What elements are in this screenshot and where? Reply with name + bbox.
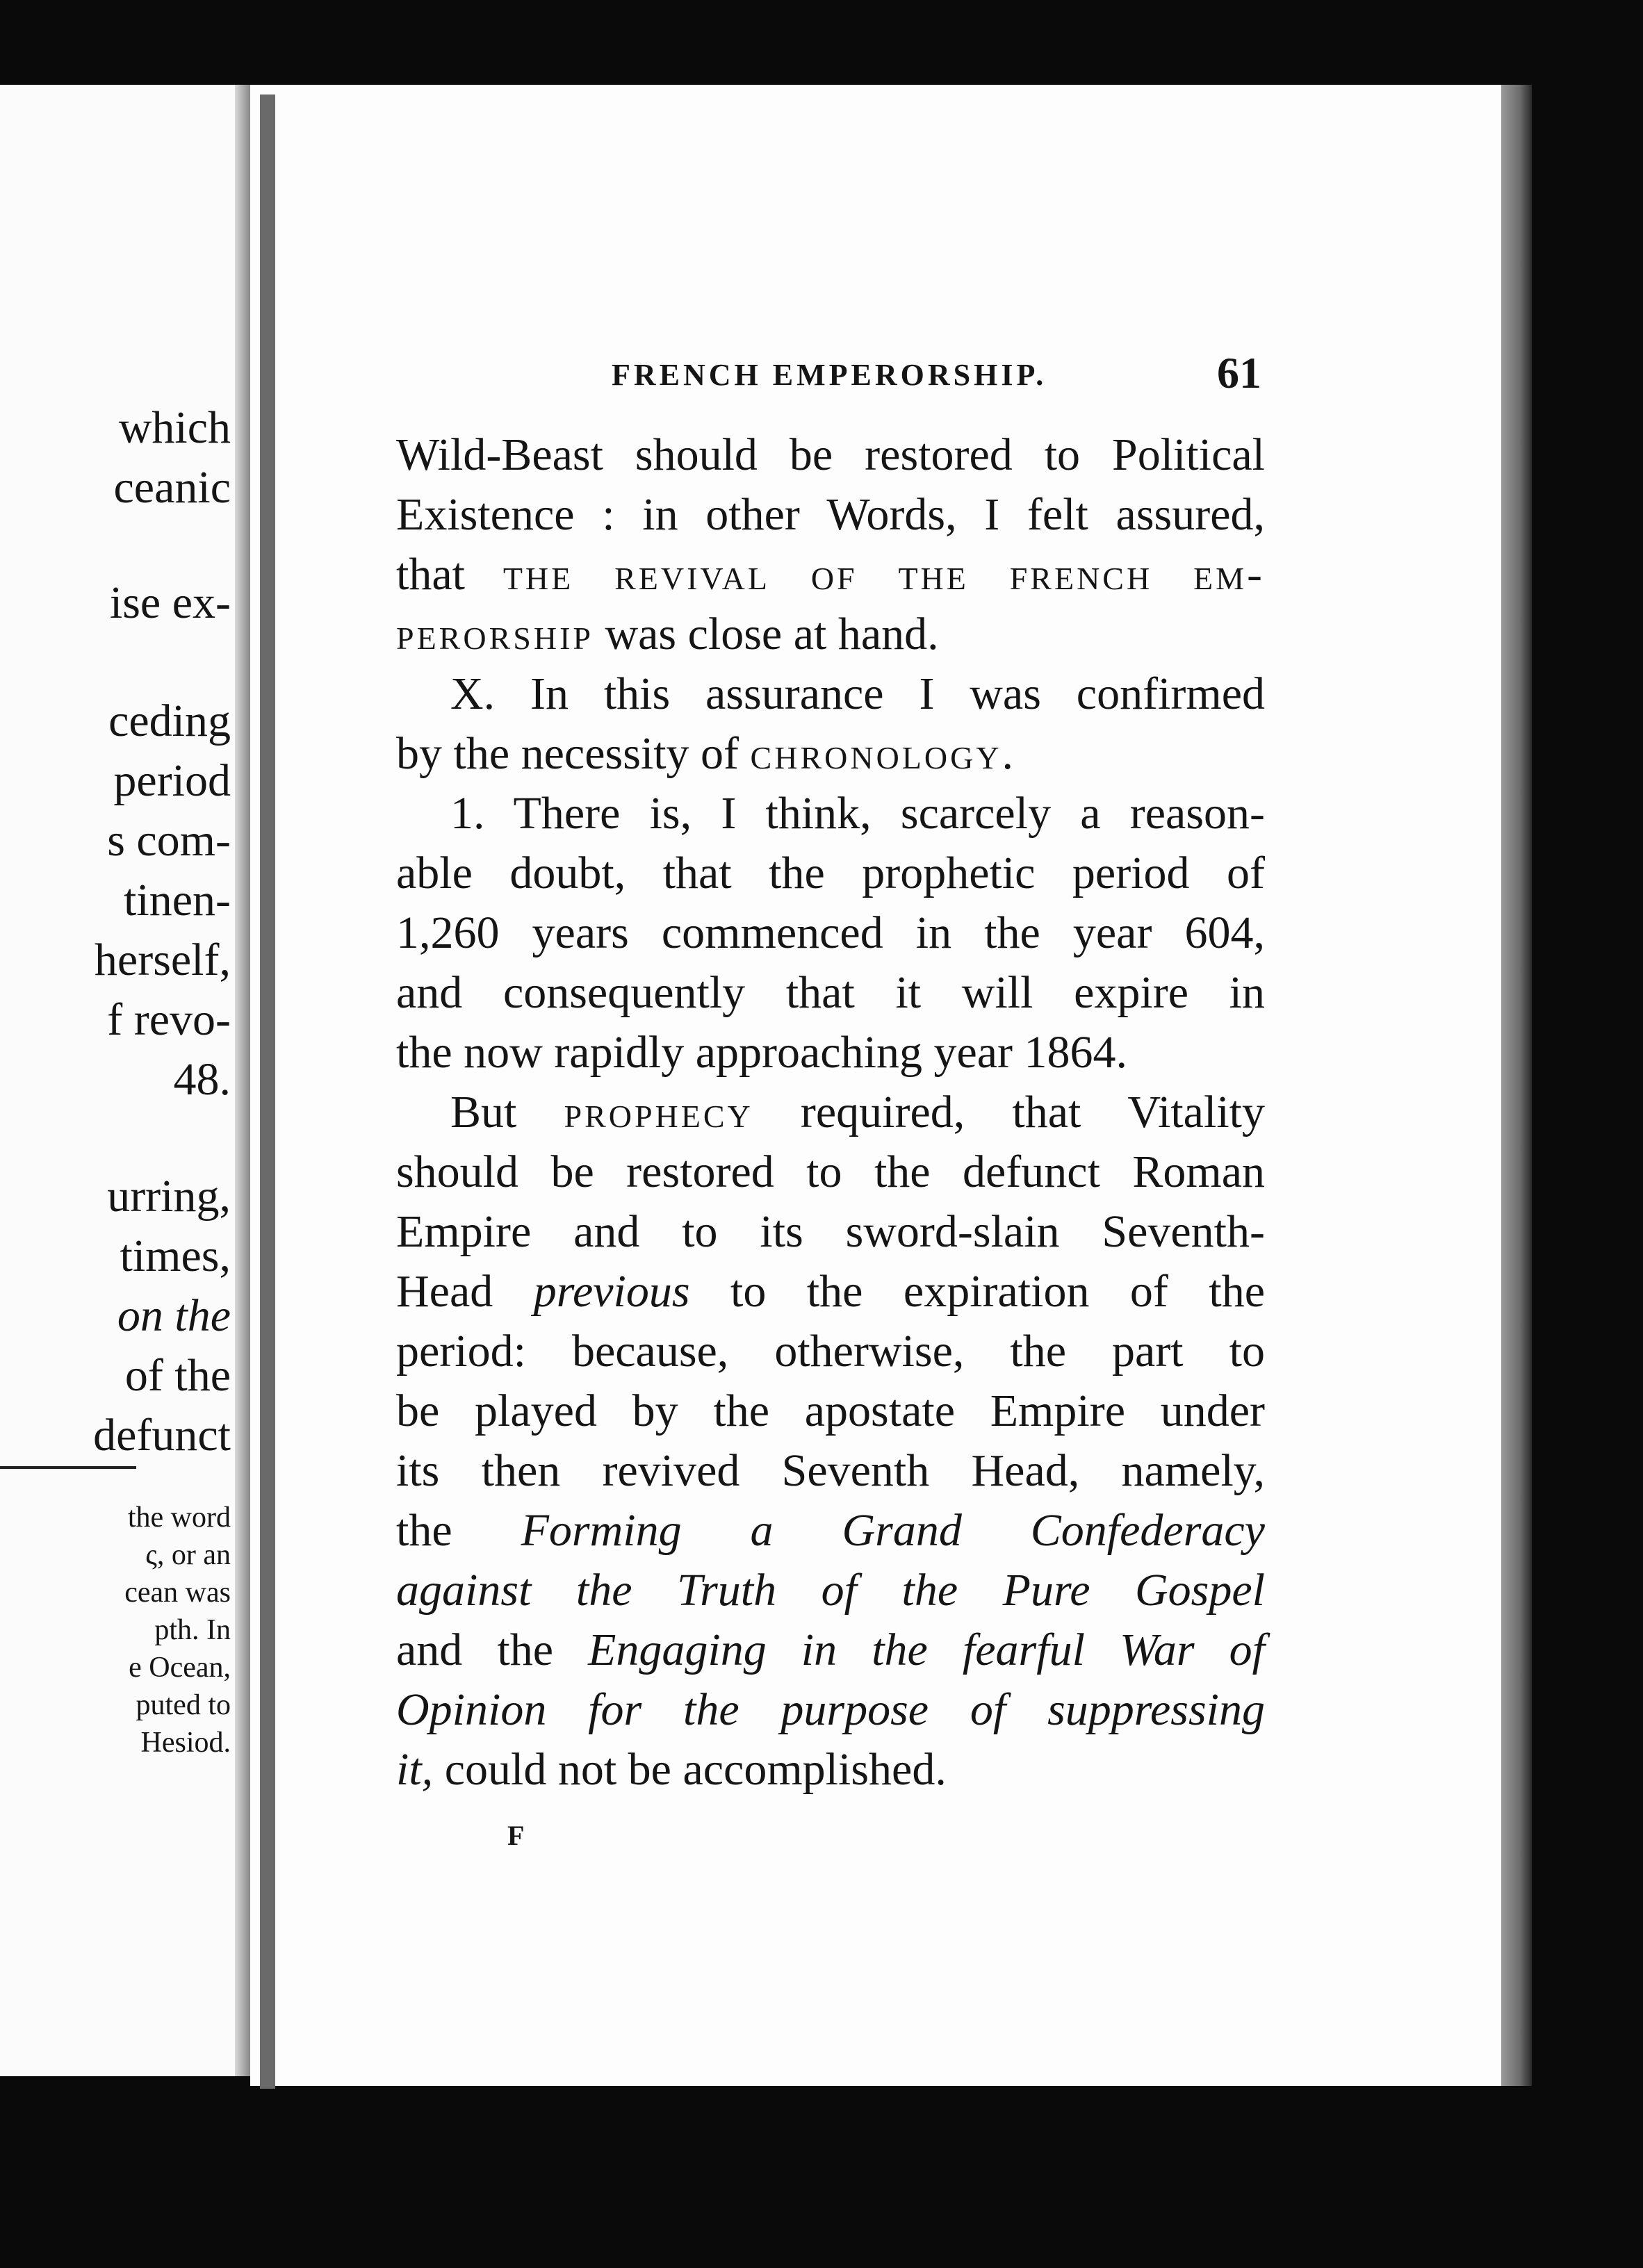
- text-line: 1. There is, I think, scarcely a reason-: [450, 788, 1265, 839]
- left-footnote-line: cean was: [124, 1577, 231, 1609]
- left-page-line: period: [113, 755, 231, 806]
- text-line: it, could not be accomplished.: [396, 1744, 947, 1795]
- right-page-edge: [1501, 85, 1532, 2086]
- text-line: Empire and to its sword-slain Seventh-: [396, 1206, 1265, 1257]
- text-line: and consequently that it will expire in: [396, 967, 1265, 1018]
- left-page-line: urring,: [107, 1171, 231, 1222]
- text-line: But prophecy required, that Vitality: [450, 1087, 1265, 1137]
- gutter-shadow: [260, 94, 275, 2089]
- page-number: 61: [1217, 348, 1261, 397]
- signature-mark: F: [507, 1820, 525, 1851]
- left-page-line: times,: [120, 1231, 231, 1281]
- footnote-rule: [0, 1466, 136, 1469]
- left-page-line: of the: [124, 1350, 231, 1401]
- left-page-line: defunct: [93, 1410, 231, 1461]
- text-line: period: because, otherwise, the part to: [396, 1326, 1265, 1377]
- text-line: the Forming a Grand Confederacy: [396, 1505, 1265, 1556]
- left-footnote-line: ς, or an: [145, 1539, 231, 1571]
- text-line: be played by the apostate Empire under: [396, 1386, 1265, 1436]
- left-footnote-line: pth. In: [154, 1614, 231, 1646]
- text-line: that the revival of the french em-: [396, 549, 1266, 600]
- text-line: X. In this assurance I was confirmed: [450, 668, 1265, 719]
- running-title: FRENCH EMPERORSHIP.: [612, 358, 1047, 392]
- text-line: the now rapidly approaching year 1864.: [396, 1027, 1128, 1078]
- left-page-line: f revo-: [107, 994, 231, 1045]
- text-line: by the necessity of chronology.: [396, 728, 1017, 779]
- left-footnote-line: Hesiod.: [140, 1727, 231, 1759]
- left-page-line: on the: [117, 1290, 231, 1341]
- left-page-line: 48.: [173, 1054, 231, 1105]
- text-line: able doubt, that the prophetic period of: [396, 848, 1265, 898]
- text-line: Head previous to the expiration of the: [396, 1266, 1265, 1317]
- left-page-line: herself,: [94, 935, 231, 985]
- text-line: Opinion for the purpose of suppressing: [396, 1684, 1265, 1735]
- text-line: Wild-Beast should be restored to Political: [396, 429, 1265, 480]
- text-line: its then revived Seventh Head, namely,: [396, 1445, 1265, 1496]
- text-line: and the Engaging in the fearful War of: [396, 1625, 1265, 1675]
- left-footnote-line: puted to: [136, 1689, 231, 1721]
- text-line: perorship was close at hand.: [396, 609, 939, 659]
- running-head: [612, 347, 1261, 396]
- left-page-line: tinen-: [124, 875, 231, 926]
- left-page-line: which: [118, 402, 231, 453]
- left-page-line: ise ex-: [109, 577, 231, 628]
- left-page-line: s com-: [107, 815, 231, 866]
- left-footnote-line: the word: [127, 1502, 231, 1534]
- body-text: [396, 425, 1265, 1800]
- text-line: 1,260 years commenced in the year 604,: [396, 907, 1265, 958]
- text-line: Existence : in other Words, I felt assured,: [396, 489, 1265, 540]
- left-page-line: ceanic: [113, 462, 231, 513]
- left-page-line: ceding: [108, 696, 231, 746]
- text-line: against the Truth of the Pure Gospel: [396, 1565, 1265, 1616]
- text-line: should be restored to the defunct Roman: [396, 1147, 1265, 1197]
- left-footnote-line: e Ocean,: [129, 1652, 231, 1684]
